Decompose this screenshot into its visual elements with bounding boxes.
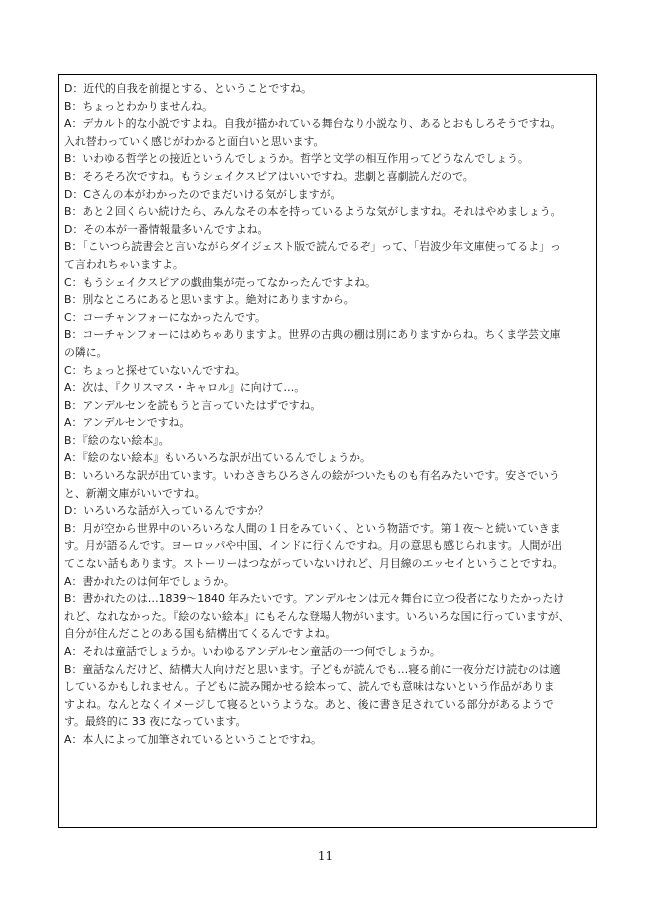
- transcript-line: す。最終的に 33 夜になっています。: [64, 715, 247, 729]
- transcript-line: す。月が語るんです。ヨーロッパや中国、インドに行くんですね。月の意思も感じられます。人間が出: [64, 539, 563, 553]
- transcript-line: て言われちゃいますよ。: [64, 257, 184, 271]
- transcript-line: C：ちょっと探せていないんですね。: [64, 363, 246, 377]
- transcript-line: B：書かれたのは…1839〜1840 年みたいです。アンデルセンは元々舞台に立つ役者になりたかったけ: [64, 592, 565, 606]
- transcript-line: B：そろそろ次ですね。もうシェイクスピアはいいですね。悲劇と喜劇読んだので。: [64, 169, 474, 183]
- transcript-line: A：書かれたのは何年でしょうか。: [64, 574, 235, 588]
- transcript-line: A：本人によって加筆されているということですね。: [64, 732, 322, 746]
- transcript-box: [58, 74, 597, 828]
- transcript-line: すよね。なんとなくイメージして寝るというような。あと、後に書き足されている部分があるようで: [64, 697, 554, 711]
- transcript-line: B：あと２回くらい続けたら、みんなその本を持っているような気がしますね。それはやめましょう。: [64, 205, 562, 219]
- transcript-line: B：いろいろな訳が出ています。いわさきちひろさんの絵がついたものも有名みたいです。安さでいう: [64, 469, 560, 483]
- transcript-line: C：もうシェイクスピアの戯曲集が売ってなかったんですよね。: [64, 275, 376, 289]
- transcript-line: D：近代的自我を前提とする、ということですね。: [64, 82, 312, 95]
- transcript-line: B：別なところにあると思いますよ。絶対にありますから。: [64, 293, 355, 307]
- transcript-line: B：月が空から世界中のいろいろな人間の１日をみていく、という物語です。第１夜〜と続いていきま: [64, 521, 561, 535]
- transcript-line: A：次は、『クリスマス・キャロル』に向けて…。: [64, 381, 306, 395]
- transcript-line: B：いわゆる哲学との接近というんでしょうか。哲学と文学の相互作用ってどうなんでしょう。: [64, 152, 529, 166]
- transcript-line: B：童話なんだけど、結構大人向けだと思います。子どもが読んでも…寝る前に一夜分だけ読むのは適: [64, 662, 561, 676]
- transcript-line: C：コーチャンフォーになかったんです。: [64, 310, 266, 324]
- transcript-line: B：コーチャンフォーにはめちゃありますよ。世界の古典の棚は別にありますからね。ちくま学芸文庫: [64, 328, 561, 342]
- transcript-line: の隣に。: [64, 345, 108, 359]
- transcript-line: A：デカルト的な小説ですよね。自我が描かれている舞台なり小説なり、あるとおもしろそうですね。: [64, 117, 562, 131]
- transcript-line: れど、なれなかった。『絵のない絵本』にもそんな登場人物がいます。いろいろな国に行っていますが、: [64, 609, 570, 623]
- transcript-line: B：ちょっとわかりませんね。: [64, 99, 214, 113]
- transcript-line: D：Cさんの本がわかったのでまだいける気がしますが。: [64, 187, 342, 201]
- transcript-line: B：「こいつら読書会と言いながらダイジェスト版で読んでるぞ」って、「岩波少年文庫使ってるよ」っ: [64, 240, 561, 254]
- transcript-line: D：その本が一番情報量多いんですよね。: [64, 222, 269, 236]
- transcript-line: A：アンデルセンですね。: [64, 416, 191, 430]
- transcript-line: と、新潮文庫がいいですね。: [64, 486, 206, 500]
- transcript-line: D：いろいろな話が入っているんですか？: [64, 504, 269, 518]
- transcript-line: A：それは童話でしょうか。いわゆるアンデルセン童話の一つ何でしょうか。: [64, 645, 441, 658]
- transcript-line: B：『絵のない絵本』。: [64, 433, 170, 447]
- page-number: 11: [317, 849, 334, 863]
- transcript-line: 入れ替わっていく感じがわかると面白いと思います。: [64, 134, 325, 148]
- transcript-line: B：アンデルセンを読もうと言っていたはずですね。: [64, 398, 322, 412]
- transcript-line: しているかもしれません。子どもに読み聞かせる絵本って、読んでも意味はないという作品がありま: [64, 680, 555, 694]
- transcript-line: A：『絵のない絵本』もいろいろな訳が出ているんでしょうか。: [64, 451, 371, 465]
- transcript-line: 自分が住んだことのある国も結構出てくるんですよね。: [64, 627, 337, 641]
- transcript-line: てこない話もあります。ストーリーはつながっていないけれど、月目線のエッセイということですね。: [64, 557, 564, 571]
